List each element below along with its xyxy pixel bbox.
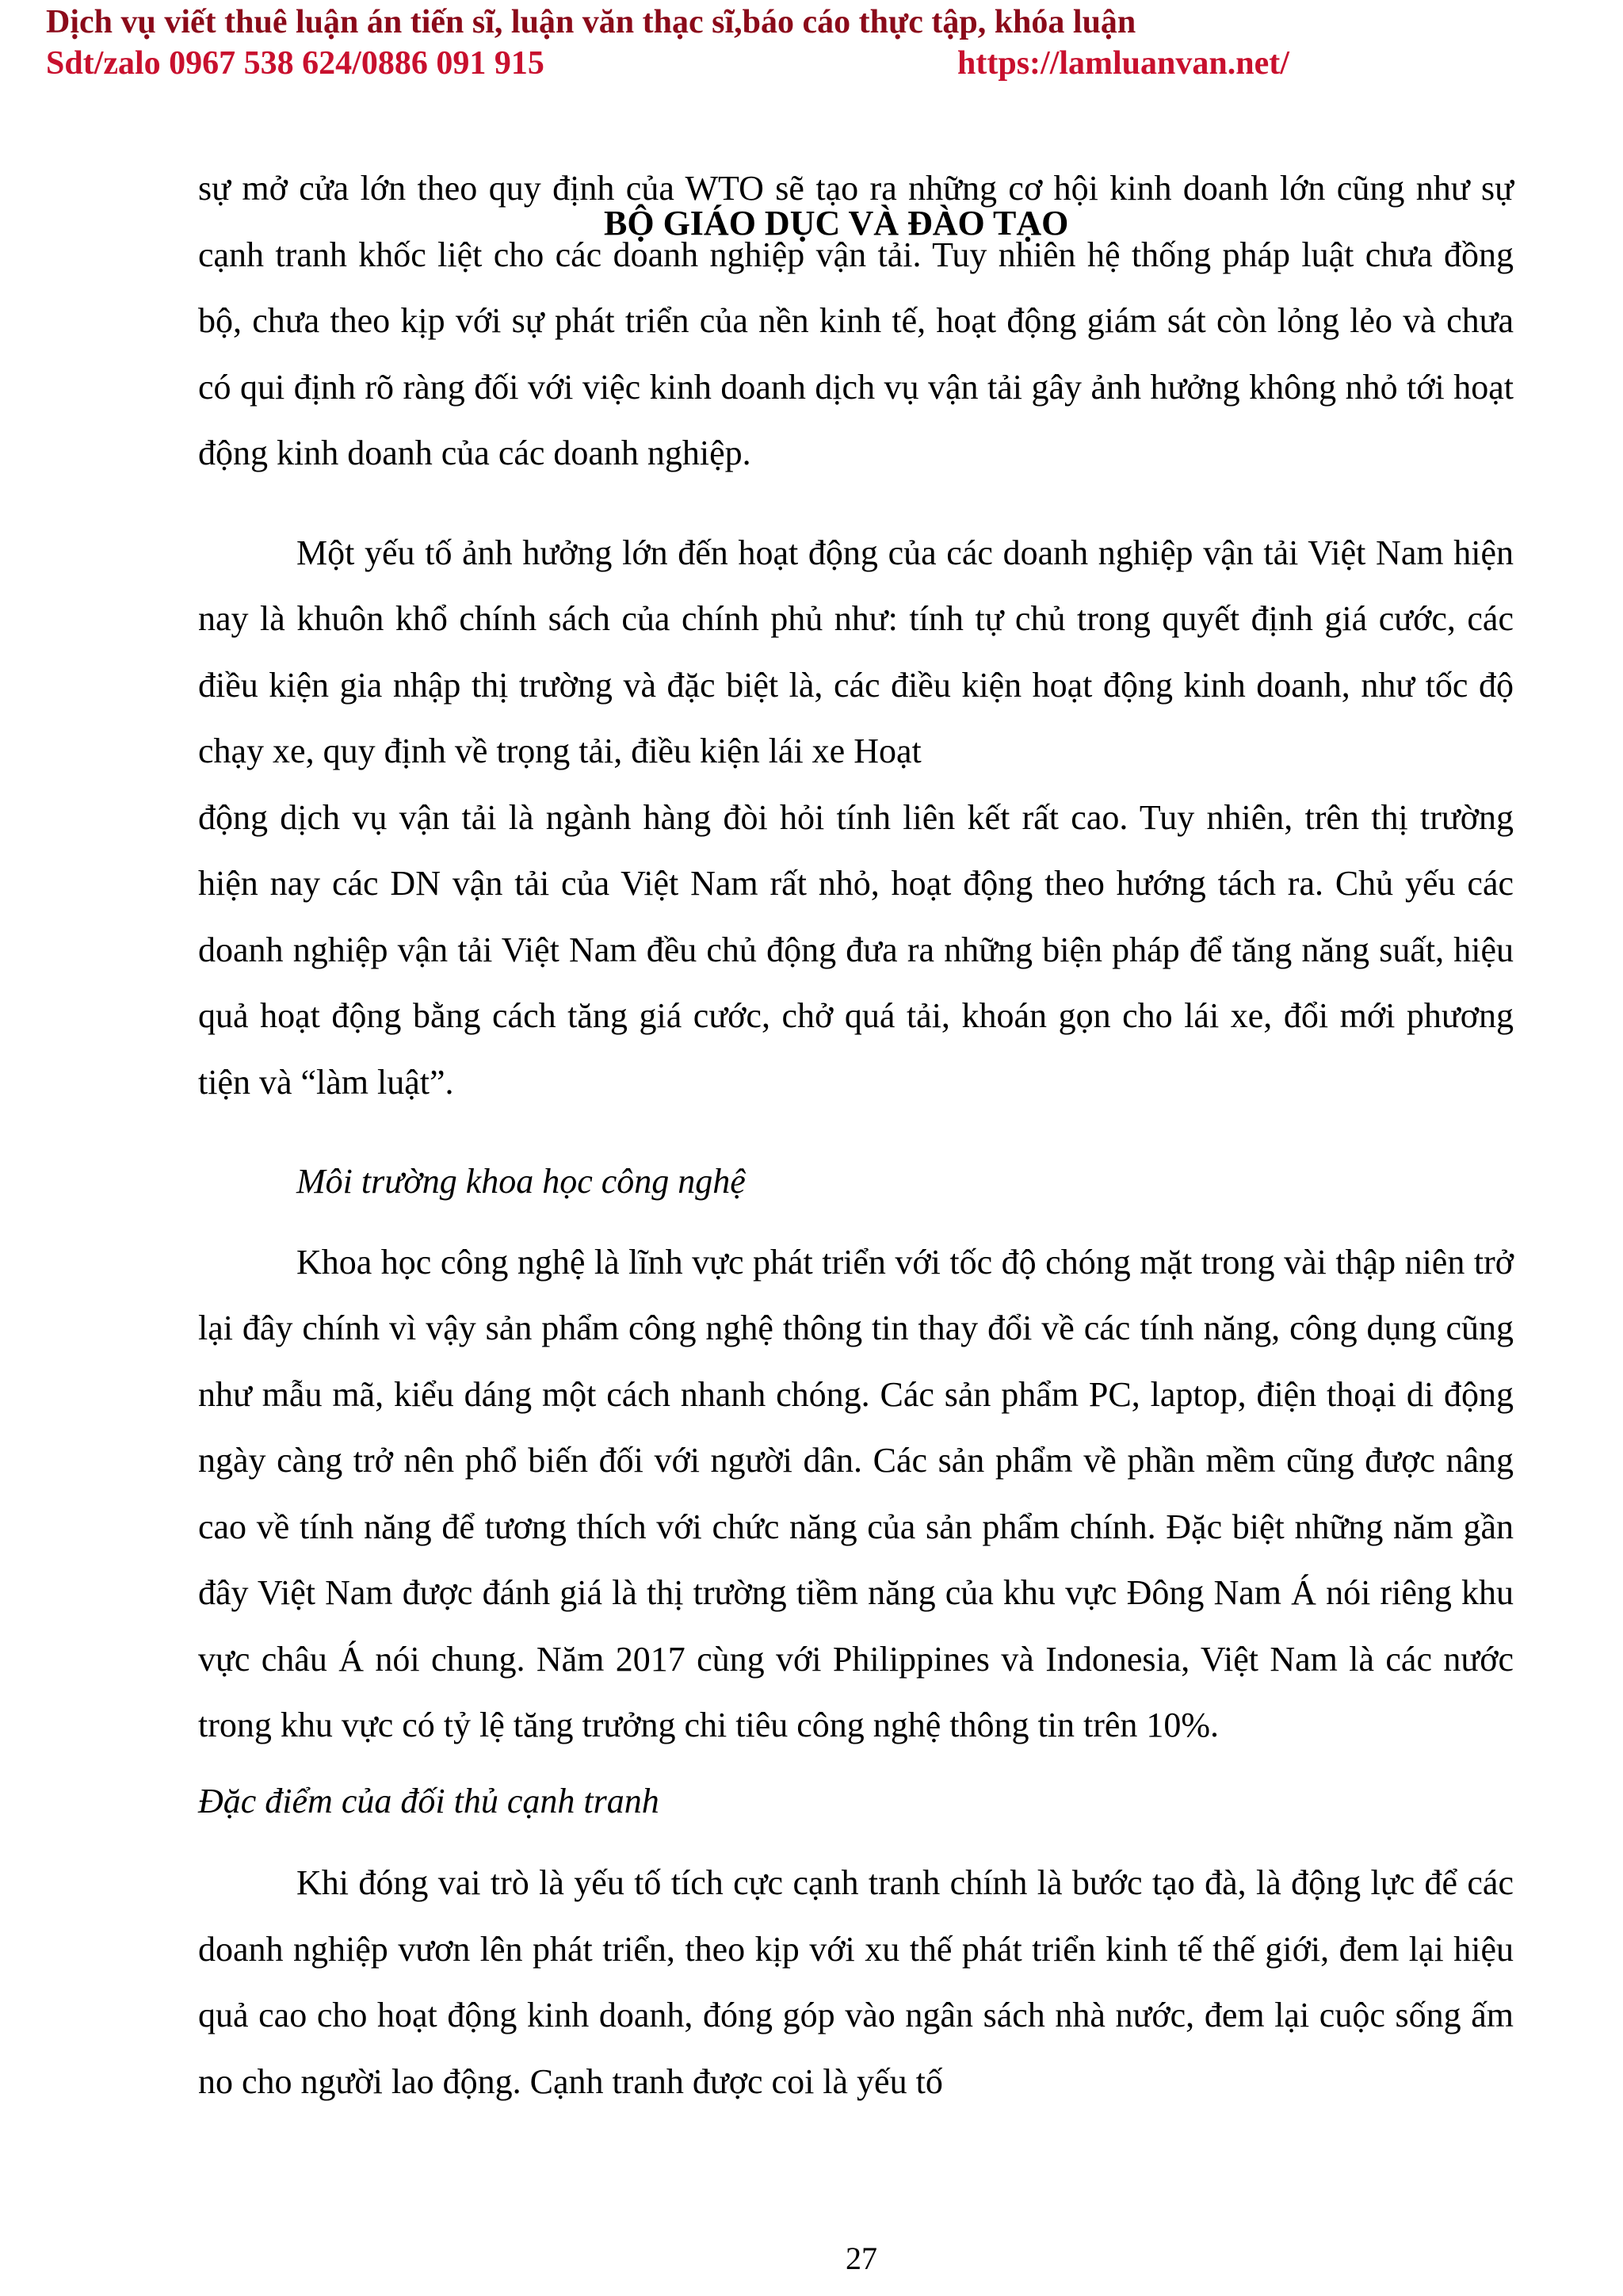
page-number: 27: [846, 2241, 877, 2276]
paragraph-4: Khi đóng vai trò là yếu tố tích cực cạnh tranh chính là bước tạo đà, là động lực để các doanh nghiệp vươn lên phát triển, theo kịp với xu thế phát triển kinh tế thế giới, đem lại hiệu quả cao cho hoạt động kinh doanh, đóng góp vào ngân sách nhà nước, đem lại cuộc sống ấm no cho người lao động. Cạnh tranh được coi là yếu tố: [198, 1863, 1514, 2101]
paragraph-2: Một yếu tố ảnh hưởng lớn đến hoạt động của các doanh nghiệp vận tải Việt Nam hiện nay là khuôn khổ chính sách của chính phủ như: tính tự chủ trong quyết định giá cước, các điều kiện gia nhập thị trường và đặc biệt là, các điều kiện hoạt động kinh doanh, như tốc độ chạy xe, quy định về trọng tải, điều kiện lái xe Hoạt: [198, 533, 1514, 770]
header-service-line: Dịch vụ viết thuê luận án tiến sĩ, luận văn thạc sĩ,báo cáo thực tập, khóa luận: [46, 4, 1136, 40]
paragraph-3: Khoa học công nghệ là lĩnh vực phát triển với tốc độ chóng mặt trong vài thập niên trở lại đây chính vì vậy sản phẩm công nghệ thông tin thay đổi về các tính năng, công dụng cũng như mẫu mã, kiểu dáng một cách nhanh chóng. Các sản phẩm PC, laptop, điện thoại di động ngày càng trở nên phổ biến đối với người dân. Các sản phẩm về phần mềm cũng được nâng cao về tính năng để tương thích với chức năng của sản phẩm chính. Đặc biệt những năm gần đây Việt Nam được đánh giá là thị trường tiềm năng của khu vực Đông Nam Á nói riêng khu vực châu Á nói chung. Năm 2017 cùng với Philippines và Indonesia, Việt Nam là các nước trong khu vực có tỷ lệ tăng trưởng chi tiêu công nghệ thông tin trên 10%.: [198, 1242, 1514, 1744]
header-contact: Sdt/zalo 0967 538 624/0886 091 915: [46, 45, 544, 82]
paragraph-1: sự mở cửa lớn theo quy định của WTO sẽ tạo ra những cơ hội kinh doanh lớn cũng như sự cạnh tranh khốc liệt cho các doanh nghiệp vận tải. Tuy nhiên hệ thống pháp luật chưa đồng bộ, chưa theo kịp với sự phát triển của nền kinh tế, hoạt động giám sát còn lỏng lẻo và chưa có qui định rõ ràng đối với việc kinh doanh dịch vụ vận tải gây ảnh hưởng không nhỏ tới hoạt động kinh doanh của các doanh nghiệp.: [198, 169, 1514, 472]
watermark-title: BỘ GIÁO DỤC VÀ ĐÀO TẠO: [604, 204, 1069, 243]
paragraph-2-continued: động dịch vụ vận tải là ngành hàng đòi hỏi tính liên kết rất cao. Tuy nhiên, trên thị trường hiện nay các DN vận tải của Việt Nam rất nhỏ, hoạt động theo hướng tách ra. Chủ yếu các doanh nghiệp vận tải Việt Nam đều chủ động đưa ra những biện pháp để tăng năng suất, hiệu quả hoạt động bằng cách tăng giá cước, chở quá tải, khoán gọn cho lái xe, đổi mới phương tiện và “làm luật”.: [198, 797, 1514, 1102]
section-heading-technology: Môi trường khoa học công nghệ: [296, 1162, 746, 1201]
document-body: [198, 155, 1514, 2115]
section-heading-competitors: Đặc điểm của đối thủ cạnh tranh: [198, 1781, 659, 1820]
header-url-link[interactable]: https://lamluanvan.net/: [957, 45, 1289, 82]
